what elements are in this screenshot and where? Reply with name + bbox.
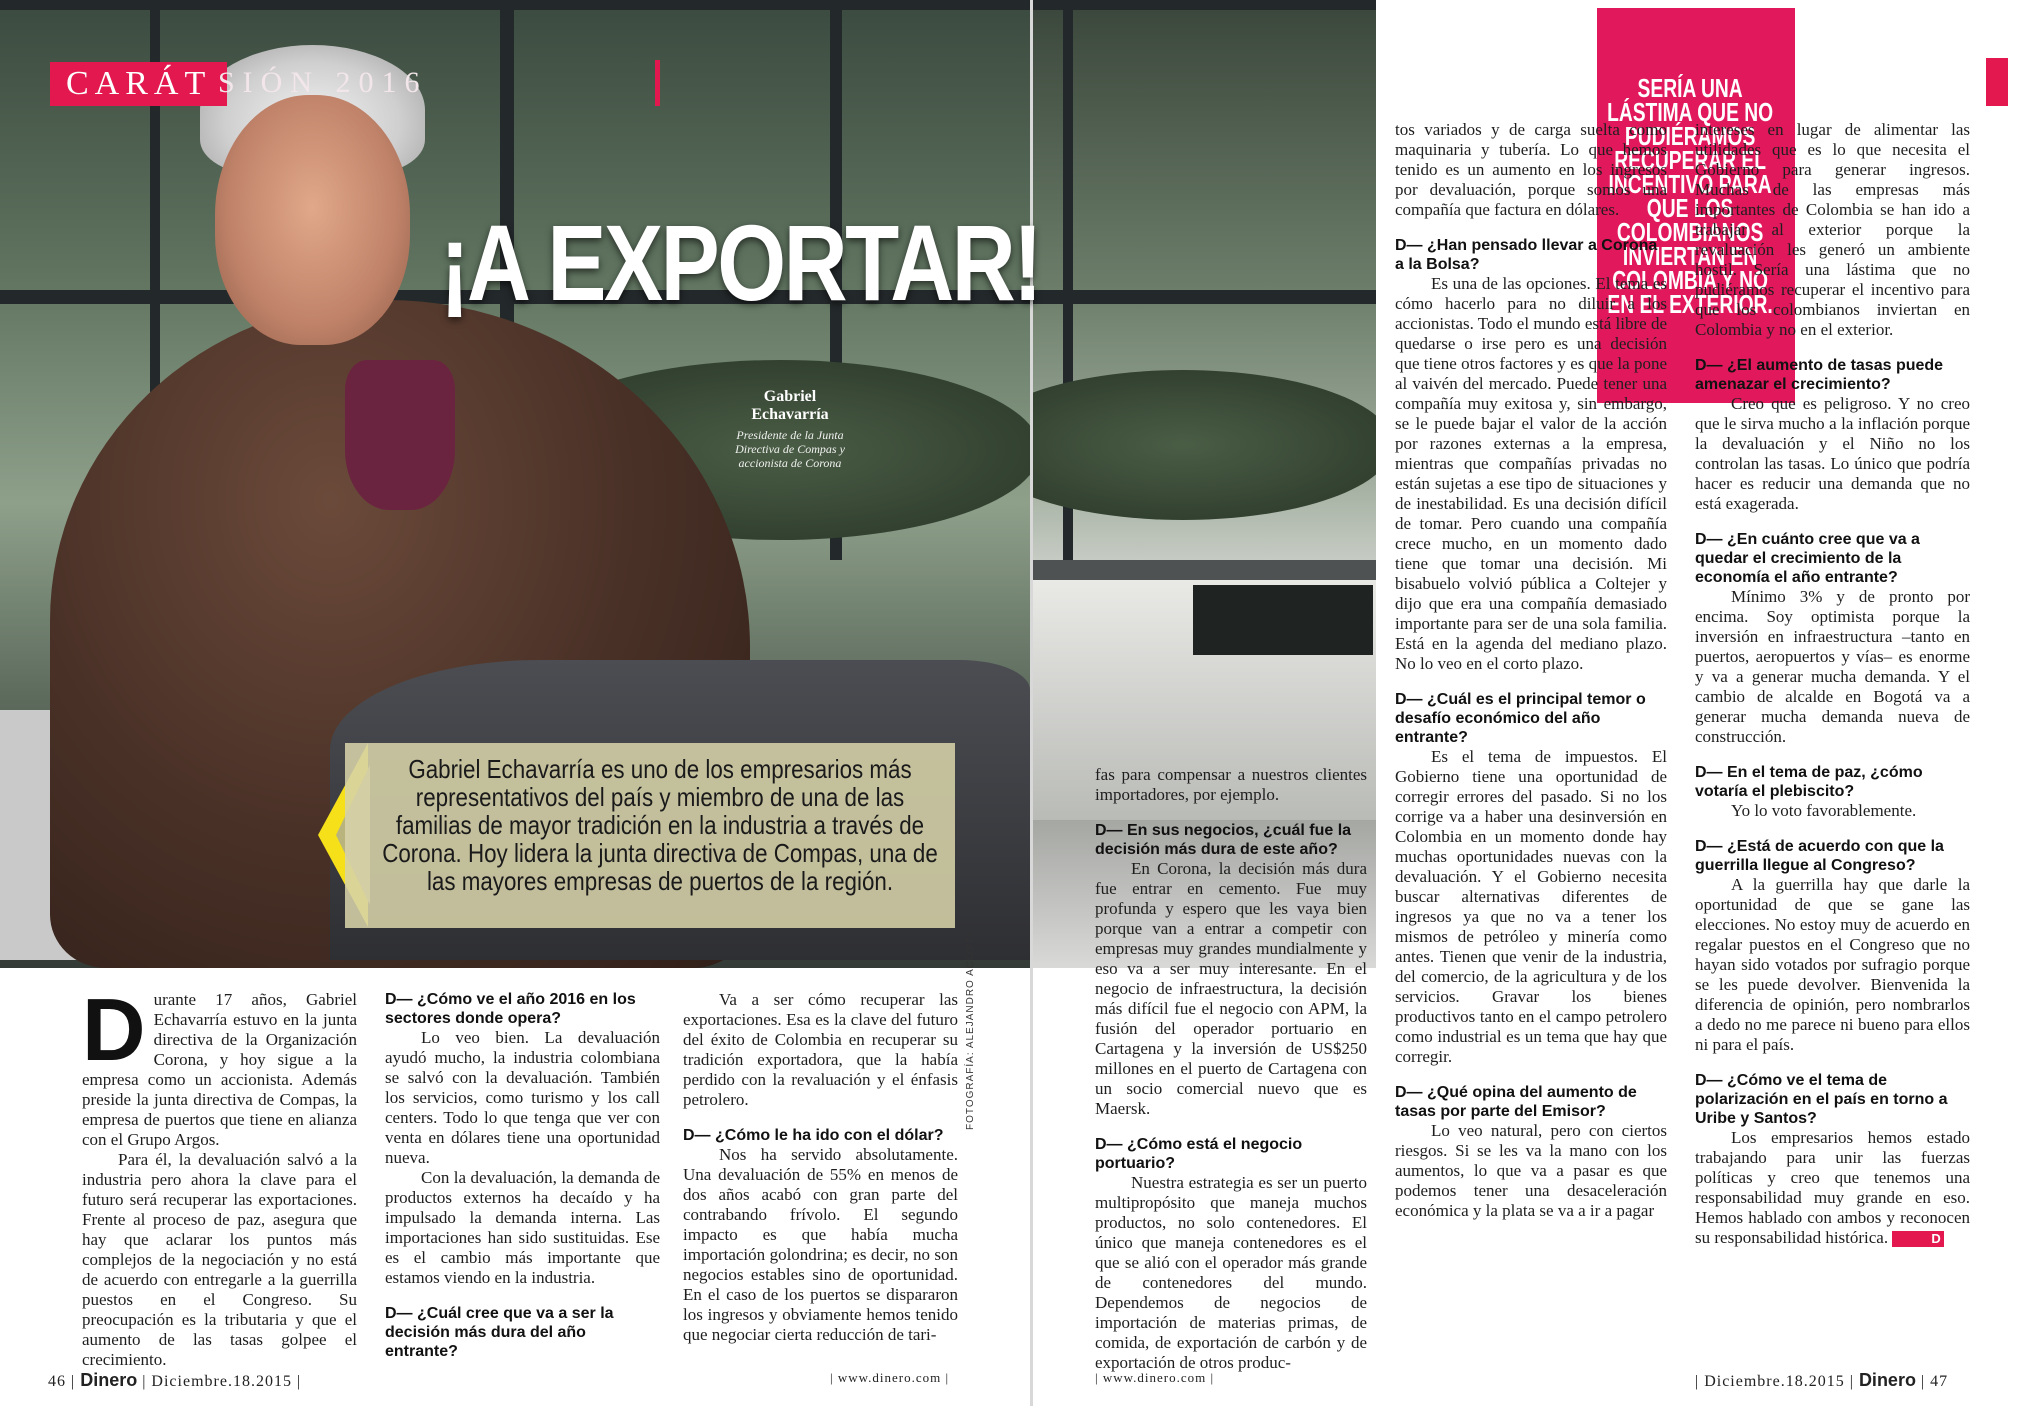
brand-logo: Dinero [80, 1370, 138, 1390]
books-on-desk [1193, 585, 1373, 655]
paragraph: Lo veo bien. La devaluación ayudó mucho, la industria colombiana se salvó con la devaluación. También los servicios, como turismo y los call centers. Todo lo que tenga que ver con venta en dólares tiene una oportunidad nueva. [385, 1028, 660, 1167]
photo-caption-role: Presidente de la Junta Directiva de Compas y accionista de Corona [735, 428, 845, 470]
paragraph: Nos ha servido absolutamente. Una devaluación de 55% en menos de dos años acabó con gran parte del contrabando frívolo. El segundo impacto es que había mucha importación golondrina; es decir, no son negocios estables sino de oportunidad. En el caso de los puertos se dispararon los ingresos y obviamente hemos tenido que negociar cierta reducción de tari- [683, 1145, 958, 1344]
lead-box [345, 743, 955, 928]
paragraph: Mínimo 3% y de pronto por encima. Soy optimista porque la inversión en infraestructura –tanto en puertos, aeropuertos y vías– es enorme y va a generar mucha demanda. Y el cambio de alcalde en Bogotá va a generar mucha demanda nueva de construcción. [1695, 587, 1970, 746]
brand-logo: Dinero [1858, 1370, 1916, 1390]
footer-right: | Diciembre.18.2015 | Dinero | 47 [1695, 1370, 1949, 1390]
pull-quote: SERÍA UNA LÁSTIMA QUE NO PUDIÉRAMOS RECUPERAR EL INCENTIVO PARA QUE LOS COLOMBIANOS INVIERTAN EN COLOMBIA Y NO EN EL EXTERIOR. [1607, 73, 1774, 319]
section-tag-continuation: SIÓN 2016 [218, 66, 428, 99]
question: D— ¿En cuánto cree que va a quedar el crecimiento de la economía el año entrante? [1695, 531, 1920, 586]
paragraph: tos variados y de carga suelta como maquinaria y tubería. Lo que hemos tenido es un aumento en los ingresos por devaluación, porque somos una compañía que factura en dólares. [1395, 120, 1667, 219]
mountain [1033, 370, 1376, 520]
paragraph: Para él, la devaluación salvó a la industria pero ahora la clave para el futuro será recuperar las exportaciones. Frente al proceso de paz, asegura que hay que aclarar los puntos más complejos de la negociación y no está de acuerdo con entregarle a la guerrilla puestos en el Congreso. Su preocupación es la tributaria y que el aumento de las tasas golpee el crecimiento. [82, 1150, 357, 1369]
page-number: 46 [48, 1373, 66, 1390]
paragraph: urante 17 años, Gabriel Echavarría estuvo en la junta directiva de la Organización Corona, y hoy sigue a la empresa como un accionista. Además preside la junta directiva de Compas, la empresa de puertos que tiene en alianza con el Grupo Argos. [82, 990, 357, 1149]
person-face [215, 95, 410, 345]
question: D— ¿Cómo le ha ido con el dólar? [683, 1127, 944, 1144]
question: D— ¿Cómo está el negocio portuario? [1095, 1136, 1303, 1172]
question: D— En sus negocios, ¿cuál fue la decisión más dura de este año? [1095, 822, 1352, 858]
paragraph: En Corona, la decisión más dura fue entrar en cemento. Fue muy profunda y espero que les vaya bien porque van a entrar a competir con empresas muy grandes mundialmente y eso va a ser muy interesante. En el negocio de infraestructura, la decisión más difícil fue el negocio con APM, la fusión del operador portuario en Cartagena y la inversión de US$250 millones en el puerto de Cartagena con un socio comercial nuevo que es Maersk. [1095, 859, 1367, 1118]
end-mark-icon: D [1892, 1231, 1943, 1247]
footer-site-left: | www.dinero.com | [830, 1370, 950, 1385]
person-shirt [345, 360, 455, 510]
paragraph: Yo lo voto favorablemente. [1731, 801, 1917, 820]
column-3 [683, 990, 958, 1345]
issue-date: Diciembre.18.2015 [1704, 1373, 1845, 1390]
website-url: www.dinero.com [1102, 1370, 1207, 1385]
window-frame [1033, 290, 1376, 304]
column-6 [1695, 120, 1970, 1248]
paragraph: Es una de las opciones. El tema es cómo hacerlo para no diluir a los accionistas. Todo el mundo está libre de quedarse o irse pero es una decisión que tiene otros factores y es que la pone al vaivén del mercado. Puede tener una compañía muy exitosa y, sin embargo, se le puede bajar el valor de la acción por razones externas a la empresa, mientras que compañías privadas no están sujetas a ese tipo de situaciones y de inestabilidad. Es una decisión difícil de tomar. Pero cuando una compañía crece mucho, en un momento dado tiene que tomar una decisión. Mi bisabuelo volvió pública a Coltejer y dijo que era una compañía demasiado importante para ser de una sola familia. Está en la agenda del mediano plazo. No lo veo en el corto plazo. [1395, 274, 1667, 673]
paragraph [1695, 1128, 1970, 1248]
paragraph: fas para compensar a nuestros clientes importadores, por ejemplo. [1095, 765, 1367, 804]
window-frame [1033, 0, 1376, 10]
footer-left: 46 | Dinero | Diciembre.18.2015 | [48, 1370, 302, 1390]
page-tab [1986, 58, 2008, 106]
paragraph: Con la devaluación, la demanda de productos externos ha decaído y ha impulsado la demanda interna. Las importaciones han sido sustituidas. Ese es el cambio más importante que estamos viendo en la industria. [385, 1168, 660, 1287]
footer-site-right: | www.dinero.com | [1095, 1370, 1215, 1385]
column-4 [1095, 765, 1367, 1373]
paragraph: Va a ser cómo recuperar las exportaciones. Esa es la clave del futuro del éxito de Colombia en recuperar su tradición exportadora, que la había perdido con la revaluación y el énfasis petrolero. [683, 990, 958, 1109]
question: D— ¿Qué opina del aumento de tasas por parte del Emisor? [1395, 1084, 1637, 1120]
paragraph: A la guerrilla hay que darle la oportunidad de que se gane las elecciones. No estoy muy de acuerdo en regalar puestos en el Congreso que no hayan sido votados por sufragio porque se les puede devolver. Bienvenida la diferencia de opinión, pero nombrarlos a dedo no me parece ni bueno para ellos ni para el país. [1695, 875, 1970, 1054]
paragraph: Creo que es peligroso. Y no creo que le sirva mucho a la inflación porque la devaluación y el Niño no los controlan las tasas. Lo único que podría hacer es reducir una demanda que no está exagerada. [1695, 394, 1970, 513]
question: D— ¿Está de acuerdo con que la guerrilla llegue al Congreso? [1695, 838, 1944, 874]
paragraph-text: Los empresarios hemos estado trabajando para unir las fuerzas políticas y creo que tenemos una responsabilidad muy grande en eso. Hemos hablado con ambos y reconocen su responsabilidad histórica. [1695, 1128, 1970, 1247]
page-number: 47 [1930, 1373, 1949, 1390]
paragraph: Nuestra estrategia es ser un puerto multipropósito que maneja muchos productos, no solo contenedores. El único que maneja contenedores es el que se alió con el operador más grande de contenedores del mundo. Dependemos de negocios de importación de materias primas, de comida, de exportación de carbón y de exportación de otros produc- [1095, 1173, 1367, 1372]
paragraph: Lo veo natural, pero con ciertos riesgos. Si se les va la mano con los aumentos, lo que va a pasar es que podemos tener una desaceleración económica y la plata se va a ir a pagar [1395, 1121, 1667, 1220]
issue-date: Diciembre.18.2015 [151, 1373, 292, 1390]
lead-text: Gabriel Echavarría es uno de los empresarios más representativos del país y miembro de una de las familias de mayor tradición en la industria a través de Corona. Hoy lidera la junta directiva de Compas, una de las mayores empresas de puertos de la región. [382, 754, 938, 896]
question: D— ¿Cuál cree que va a ser la decisión más dura del año entrante? [385, 1305, 614, 1360]
column-5 [1395, 120, 1667, 1221]
website-url: www.dinero.com [837, 1370, 942, 1385]
question: D— ¿El aumento de tasas puede amenazar el crecimiento? [1695, 357, 1944, 393]
paragraph: intereses en lugar de alimentar las utilidades que es lo que necesita el Gobierno para generar ingresos. Muchas de las empresas más importantes de Colombia se han ido a trabajar al exterior porque la revaluación les generó un ambiente hostil. Sería una lástima que no pudiéramos recuperar el incentivo para que los colombianos inviertan en Colombia y no en el exterior. [1695, 120, 1970, 339]
question: D— ¿Han pensado llevar a Corona a la Bolsa? [1395, 237, 1658, 273]
column-2 [385, 990, 660, 1361]
column-1 [82, 980, 357, 1370]
paragraph: Es el tema de impuestos. El Gobierno tiene una oportunidad de corregir errores del pasado. Si no los corrige va a haber una desinversión en Colombia en un momento donde hay muchas oportunidades nuevas con la devaluación. Y el Gobierno necesita buscar alternativas diferentes de ingresos ya que no va a tener los mismos de petróleo y minería como antes. Tienen que venir de la industria, del comercio, de la agricultura y de los servicios. Gravar los bienes productivos tanto en el campo petrolero como industrial es un tema que hay que corregir. [1395, 747, 1667, 1066]
photo-caption-name: Gabriel Echavarría [751, 388, 829, 423]
section-tag: CARÁT [50, 62, 227, 106]
photo-credit: FOTOGRAFÍA: ALEJANDRO ACOSTA [965, 929, 976, 1130]
question: D— ¿Cuál es el principal temor o desafío económico del año entrante? [1395, 691, 1646, 746]
question: D— ¿Cómo ve el año 2016 en los sectores donde opera? [385, 991, 636, 1027]
question: D— ¿Cómo ve el tema de polarización en el país en torno a Uribe y Santos? [1695, 1072, 1948, 1127]
section-tag-bar [655, 60, 660, 106]
drop-cap: D [82, 980, 146, 1079]
article-title: ¡A EXPORTAR! [440, 202, 1041, 323]
question: D— En el tema de paz, ¿cómo votaría el plebiscito? [1695, 764, 1923, 800]
